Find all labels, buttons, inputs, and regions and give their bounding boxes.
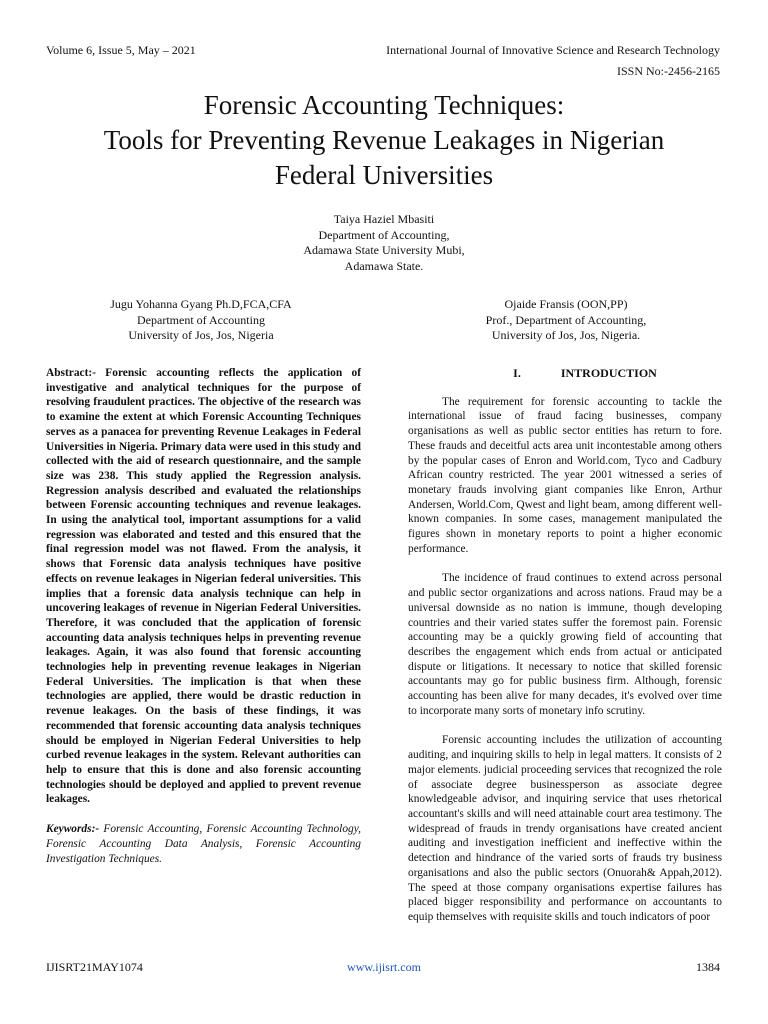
author-name: Jugu Yohanna Gyang Ph.D,FCA,CFA	[110, 297, 292, 311]
author-name: Ojaide Fransis (OON,PP)	[504, 297, 628, 311]
paper-title	[0, 88, 768, 193]
keywords-label: Keywords:-	[46, 823, 100, 836]
intro-paragraph-2: The incidence of fraud continues to extend across personal and public sector organizations and across nations. Fraud may be a universal downside as no nation is immune, though developing countries and their varied states suffer the foremost pain. Forensic accounting may be a quickly growing field of accounting that describes the engagement which ends from actual or anticipated dispute or litigations. It necessary to notice that skilled forensic accountants may go for public business firm. Although, forensic accounting has been alive for many decades, it's evolved over time to incorporate many sorts of monetary info scrutiny.	[408, 572, 722, 717]
left-column	[46, 366, 361, 866]
issn-number: ISSN No:-2456-2165	[616, 64, 720, 78]
title-line-3: Federal Universities	[274, 160, 494, 190]
intro-paragraph-1: The requirement for forensic accounting to tackle the international issue of fraud facing businesses, company organisations as well as public sector entities has return to fore. These frauds and deceitful acts area unit incontestable among others by the popular cases of Enron and World.com, Tyco and Cadbury African country restricted. The year 2001 witnessed a series of monetary frauds involving giant companies like Enron, Arthur Andersen, World.Com, Qwest and light beam, among different well-known companies. In some cases, management manipulated the figures shown in monetary reports to point a higher economic performance.	[408, 395, 722, 555]
journal-name: International Journal of Innovative Science and Research Technology	[386, 43, 720, 57]
author-place: Adamawa State.	[344, 258, 424, 273]
article-code: IJISRT21MAY1074	[46, 960, 143, 974]
author-name: Taiya Haziel Mbasiti	[333, 212, 435, 226]
keywords-text: Forensic Accounting, Forensic Accounting Technology, Forensic Accounting Data Analysis, Forensic Accounting Investigation Techniques.	[46, 823, 361, 865]
volume-issue: Volume 6, Issue 5, May – 2021	[46, 43, 196, 57]
author-institution: Adamawa State University Mubi,	[303, 243, 465, 257]
author-block-3	[410, 297, 722, 344]
author-block-2	[46, 297, 356, 344]
section-heading	[408, 366, 722, 381]
title-line-1: Forensic Accounting Techniques:	[203, 90, 565, 120]
keywords	[46, 822, 361, 866]
author-institution: University of Jos, Jos, Nigeria.	[491, 328, 641, 342]
author-department: Department of Accounting	[137, 312, 265, 327]
author-department: Department of Accounting,	[318, 227, 450, 242]
section-number: I.	[513, 366, 521, 380]
author-department: Prof., Department of Accounting,	[485, 312, 647, 327]
right-column	[408, 366, 722, 940]
author-institution: University of Jos, Jos, Nigeria	[128, 328, 274, 342]
abstract: Abstract:- Forensic accounting reflects the application of investigative and analytical techniques for the purpose of resolving fraudulent practices. The objective of the research was to examine the extent at which Forensic Accounting Techniques serves as a panacea for preventing Revenue Leakages in Federal Universities in Nigeria. Primary data were used in this study and collected with the aid of research questionnaire, and the sample size was 238. This study applied the Regression analysis. Regression analysis described and evaluated the relationships between Forensic accounting techniques and revenue leakages. In using the analytical tool, important assumptions for a valid regression was elaborated and tested and this ensured that the final regression model was not flawed. From the analysis, it shows that Forensic data analysis techniques have positive effects on revenue leakages in Nigerian federal universities. This implies that a forensic data analysis technique can help in uncovering leakages of revenue in Nigerian Federal Universities. Therefore, it was concluded that the application of forensic accounting data analysis techniques helps in preventing revenue leakages. Again, it was also found that forensic accounting technologies help in preventing revenue leakages in Nigerian Federal Universities. The implication is that when these technologies are applied, there would be drastic reduction in revenue leakages. On the basis of these findings, it was recommended that forensic accounting data analysis techniques should be employed in Nigerian Federal Universities to help curbed revenue leakages in the system. Relevant authorities can help to ensure that this is done and also forensic accounting technologies should be deployed and applied to prevent revenue leakages.	[46, 367, 361, 806]
author-block-1	[0, 212, 768, 274]
title-line-2: Tools for Preventing Revenue Leakages in Nigerian	[103, 125, 665, 155]
page-number: 1384	[696, 960, 720, 974]
section-title: INTRODUCTION	[560, 366, 657, 380]
intro-paragraph-3: Forensic accounting includes the utilization of accounting auditing, and inquiring skills to help in legal matters. It consists of 2 major elements. judicial proceeding services that recognized the role of associate degree businessperson as associate degree knowledgeable advisor, and inquiring service that uses rhetorical accountant's skills and will need attainable court area testimony. The widespread of frauds in trendy organisations have created ancient auditing and investigation inefficient and ineffective within the detection and hindrance of the varied sorts of frauds try business organisations and also the public sectors (Onuorah& Appah,2012). The speed at those company organisations expertise failures has placed bigger responsibility and performance on accountants to equip themselves with requisite skills and touch indicators of poor	[408, 734, 722, 923]
journal-website-link[interactable]: www.ijisrt.com	[347, 960, 421, 974]
